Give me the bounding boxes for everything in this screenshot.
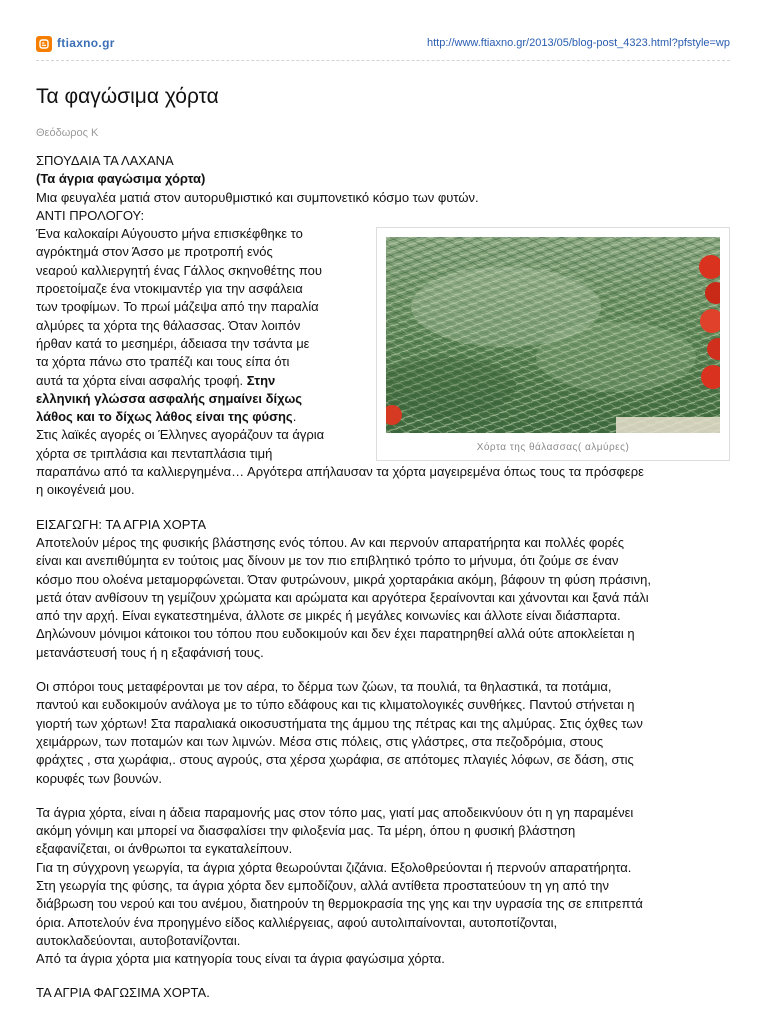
preface-line: των τροφίμων. Το πρωί μάζεψα από την παραλία: [36, 299, 319, 315]
paragraph-gap: [36, 662, 730, 678]
article-heading: ΣΠΟΥΔΑΙΑ ΤΑ ΛΑΧΑΝΑ: [36, 153, 174, 168]
paragraph-gap: [36, 788, 730, 804]
preface-line: τα χόρτα πάνω στο τραπέζι και τους είπα ότι: [36, 354, 290, 370]
paragraph-line: Αποτελούν μέρος της φυσικής βλάστησης ενός τόπου. Αν και περνούν απαρατήρητα και πολλές φορές: [36, 534, 625, 550]
preface-bold-text: Στην: [246, 372, 276, 388]
intro-line: Μια φευγαλέα ματιά στον αυτορυθμιστικό και συμπονετικό κόσμο των φυτών.: [36, 189, 479, 205]
preface-line: Στις λαϊκές αγορές οι Έλληνες αγοράζουν τα άγρια: [36, 427, 325, 443]
paragraph-line: διάβρωση του νερού και του ανέμου, διατηρούν τη θερμοκρασία της γης και την υγρασία της σε επιτρεπτά: [36, 896, 643, 912]
paragraph-line: είναι και ανεπιθύμητα εν τούτοις μας δίνουν με τον πιο επιβλητικό τρόπο το μήνυμα, ότι ζούμε σε έναν: [36, 553, 619, 569]
preface-line: προετοίμαζε ένα ντοκιμαντέρ για την ασφάλεια: [36, 281, 303, 297]
article-body: [36, 152, 730, 1003]
preface-line: χόρτα σε τριπλάσια και πενταπλάσια τιμή: [36, 445, 273, 461]
preface-line: αλμύρες τα χόρτα της θάλασσας. Όταν λοιπόν: [36, 317, 301, 333]
site-name[interactable]: ftiaxno.gr: [57, 36, 115, 50]
paragraph-line: μετά όταν ανθίσουν τη γεμίζουν χρώματα και αρώματα και αργότερα ξεραίνονται και χάνονται και ξανά πάλι: [36, 589, 649, 605]
page-url-link[interactable]: http://www.ftiaxno.gr/2013/05/blog-post_4323.html?pfstyle=wp: [427, 37, 730, 49]
paragraph-gap: [36, 968, 730, 984]
paragraph-line: Τα άγρια χόρτα, είναι η άδεια παραμονής μας στον τόπο μας, γιατί μας αποδεικνύουν ότι η γη παραμένει: [36, 804, 634, 820]
preface-label: ΑΝΤΙ ΠΡΟΛΟΓΟΥ:: [36, 207, 145, 223]
preface-line: αγρόκτημά στον Άσσο με προτροπή ενός: [36, 244, 273, 260]
paragraph-line: κόσμο που ολοένα μεταμορφώνεται. Όταν φυτρώνουν, μικρά χορταράκια ακόμη, βάφουν τη φύση πράσινη,: [36, 571, 651, 587]
figure: [376, 227, 730, 461]
preface-line: ήρθαν κατά το μεσημέρι, άδειασα την τσάντα με: [36, 335, 310, 351]
preface-line: η οικογένειά μου.: [36, 482, 135, 498]
section-heading: ΤΑ ΑΓΡΙΑ ΦΑΓΩΣΙΜΑ ΧΟΡΤΑ.: [36, 985, 210, 1001]
paragraph-line: όρια. Αποτελούν ένα προηγμένο είδος καλλιέργειας, αφού αυτολιπαίνονται, αυτοποτίζονται,: [36, 914, 558, 930]
header-divider: [36, 60, 730, 61]
paragraph-line: από την αρχή. Είναι εγκατεστημένα, άλλοτε σε μικρές ή μεγάλες κοινωνίες και άλλοτε είναι διάσπαρτα.: [36, 608, 621, 624]
paragraph-line: γιορτή των χόρτων! Στα παραλιακά οικοσυστήματα της άμμου της πέτρας και της αλμύρας. Στις όχθες των: [36, 715, 643, 731]
paragraph-line: Από τα άγρια χόρτα μια κατηγορία τους είναι τα άγρια φαγώσιμα χόρτα.: [36, 951, 445, 967]
paragraph-line: Για τη σύγχρονη γεωργία, τα άγρια χόρτα θεωρούνται ζιζάνια. Εξολοθρεύονται ή περνούν απαρατήρητα.: [36, 859, 632, 875]
paragraph-line: Στη γεωργία της φύσης, τα άγρια χόρτα δεν εμποδίζουν, αλλά αντίθετα προστατεύουν τη γη από την: [36, 877, 609, 893]
preface-line: νεαρού καλλιεργητή ένας Γάλλος σκηνοθέτης που: [36, 262, 322, 278]
paragraph-line: παντού και ευδοκιμούν ανάλογα με το τύπο εδάφους και τις κλιματολογικές συνθήκες. Παντού στήνεται η: [36, 697, 635, 713]
paragraph-line: μετανάστευσή τους ή η εξαφάνισή τους.: [36, 644, 264, 660]
preface-text: .: [292, 409, 297, 425]
blogger-icon: [36, 36, 52, 52]
sea-greens-photo[interactable]: [386, 237, 720, 433]
paragraph-line: κορυφές των βουνών.: [36, 770, 162, 786]
paragraph-line: αυτοκλαδεύονται, αυτοβοτανίζονται.: [36, 932, 241, 948]
paragraph-line: χειμάρρων, των ποταμών και των λιμνών. Μέσα στις πόλεις, στις γλάστρες, στα πεζοδρόμια, στους: [36, 733, 604, 749]
article-subheading: (Τα άγρια φαγώσιμα χόρτα): [36, 171, 206, 187]
figure-caption: Χόρτα της θάλασσας( αλμύρες): [476, 442, 630, 454]
section-heading: ΕΙΣΑΓΩΓΗ: ΤΑ ΑΓΡΙΑ ΧΟΡΤΑ: [36, 516, 207, 532]
preface-line: Ένα καλοκαίρι Αύγουστο μήνα επισκέφθηκε το: [36, 226, 303, 242]
preface-line: παραπάνω από τα καλλιεργημένα… Αργότερα απήλαυσαν τα χόρτα μαγειρεμένα όπως τους τα πρόσφερε: [36, 464, 644, 480]
post-author[interactable]: Θεόδωρος Κ: [36, 127, 99, 139]
paragraph-line: φράχτες , στα χωράφια,. στους αγρούς, στα χέρσα χωράφια, σε απότομες πλαγιές λόφων, σε δάση, στις: [36, 752, 634, 768]
post-title: Τα φαγώσιμα χόρτα: [36, 85, 219, 108]
page-header: [36, 34, 730, 56]
paragraph-line: Δηλώνουν μόνιμοι κάτοικοι του τόπου που ευδοκιμούν και δεν έχει παρατηρηθεί αλλά ούτε αποκλείεται η: [36, 626, 635, 642]
preface-text: αυτά τα χόρτα είναι ασφαλής τροφή.: [36, 372, 247, 388]
paragraph-line: εξαφανίζεται, οι άνθρωποι τα εγκαταλείπουν.: [36, 841, 293, 857]
preface-bold-line: ελληνική γλώσσα ασφαλής σημαίνει δίχως: [36, 390, 303, 406]
paragraph-gap: [36, 500, 730, 516]
paragraph-line: Οι σπόροι τους μεταφέρονται με τον αέρα, το δέρμα των ζώων, τα πουλιά, τα θηλαστικά, τα ποτάμια,: [36, 679, 612, 695]
preface-bold-text: λάθος και το δίχως λάθος είναι της φύσης: [36, 409, 293, 425]
paragraph-line: ακόμη γόνιμη και μπορεί να διασφαλίσει την φιλοξενία μας. Τα μέρη, όπου η φυσική βλάστηση: [36, 823, 576, 839]
